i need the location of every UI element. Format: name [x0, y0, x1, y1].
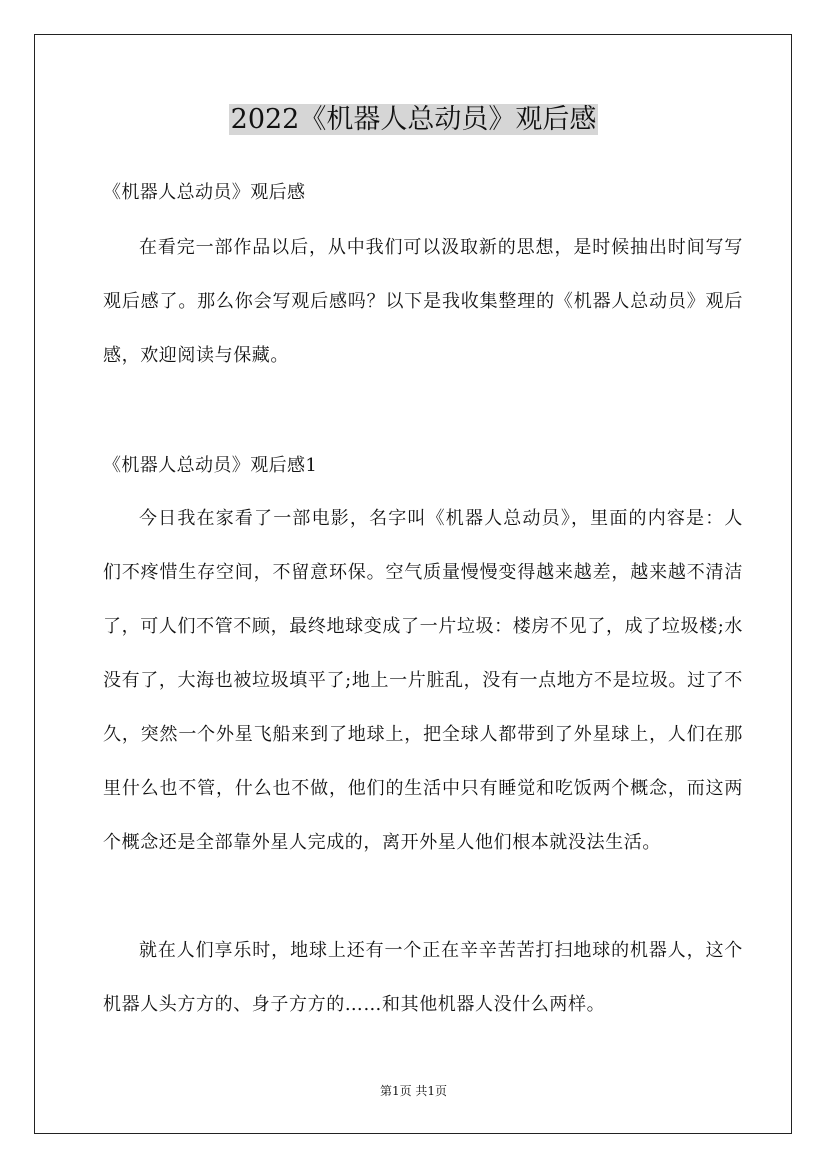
document-title-text: 2022《机器人总动员》观后感	[230, 104, 597, 135]
body-paragraph-1: 今日我在家看了一部电影，名字叫《机器人总动员》，里面的内容是：人们不疼惜生存空间，不留意环保。空气质量慢慢变得越来越差，越来越不清洁了，可人们不管不顾，最终地球变成了一片垃圾：楼房不见了，成了垃圾楼;水没有了，大海也被垃圾填平了;地上一片脏乱，没有一点地方不是垃圾。过了不久，突然一个外星飞船来到了地球上，把全球人都带到了外星球上，人们在那里什么也不管，什么也不做，他们的生活中只有睡觉和吃饭两个概念，而这两个概念还是全部靠外星人完成的，离开外星人他们根本就没法生活。	[103, 508, 743, 853]
document-subtitle: 《机器人总动员》观后感	[103, 182, 306, 203]
document-title	[0, 100, 827, 140]
page-footer: 第1页 共1页	[379, 1084, 448, 1098]
body-paragraph-2: 就在人们享乐时，地球上还有一个正在辛辛苦苦打扫地球的机器人，这个机器人头方方的、身子方方的……和其他机器人没什么两样。	[103, 940, 743, 1015]
section-heading: 《机器人总动员》观后感1	[103, 455, 318, 476]
intro-paragraph: 在看完一部作品以后，从中我们可以汲取新的思想，是时候抽出时间写写观后感了。那么你会写观后感吗？以下是我收集整理的《机器人总动员》观后感，欢迎阅读与保藏。	[103, 237, 743, 366]
